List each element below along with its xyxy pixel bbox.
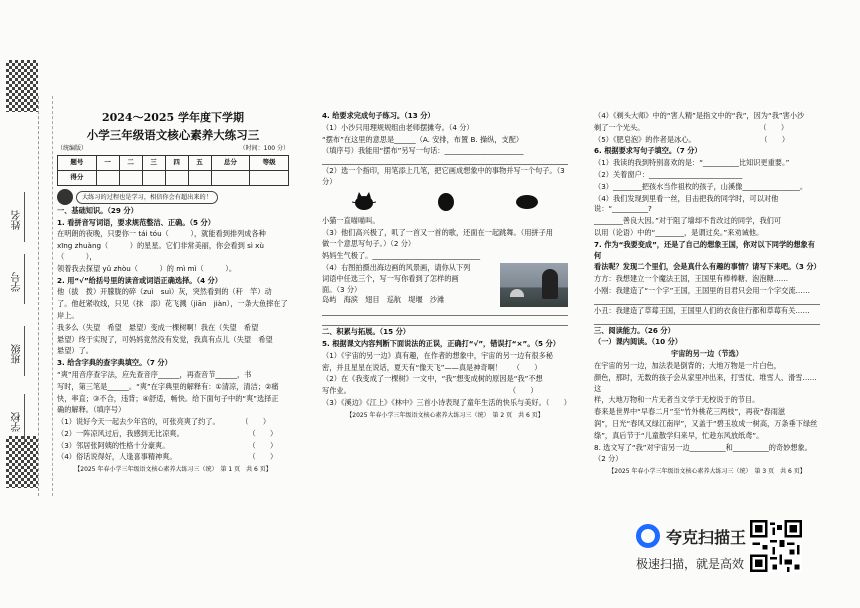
question-text: （4）右图拍摄出海边画的风景画，请你从下列 <box>322 262 471 272</box>
question-text: 写时，第三笔是______。“爽”在字典里的解释有：①清凉，清洁；②痛 <box>57 381 279 391</box>
section-title: 二、积累与拓展。（15 分） <box>322 327 410 337</box>
exam-year-title: 2024～2025 学年度下学期 <box>101 111 245 124</box>
question-text: 我多么（失望 希望 悬望）变成一棵树啊！我在（失望 希望 <box>57 322 259 332</box>
reading-text: 绦”，真后节于“儿童散学归来早，忙趁东风放纸鸢”。 <box>594 430 764 440</box>
question-text: ________善良大因。”对于阻了墙却不肯改过的同学，我们可 <box>594 216 782 226</box>
question-title: 3. 给含字典的查字典填空。（7 分） <box>57 358 172 368</box>
qr-code-icon <box>750 520 802 572</box>
score-cell[interactable] <box>211 170 250 185</box>
question-text: （2 分） <box>594 454 623 464</box>
question-text: 领着我去探望 yǔ zhòu（ ）的 mì mì（ ）。 <box>57 263 237 273</box>
question-text: 小丑：我建造了草莓王国，王国里人们的衣食住行都和草莓有关…… <box>594 305 810 315</box>
question-text: （填序号）我能用“摆布”另写一句话：______________________ <box>322 146 524 156</box>
side-id-label: 学号 <box>12 272 23 292</box>
answer-line[interactable] <box>322 317 568 326</box>
question-title: 看法呢？发现二个里们，会是真什么有趣的事情？请写下来吧。（3 分） <box>594 262 821 272</box>
score-cell[interactable] <box>142 170 165 185</box>
page-column-3 <box>594 110 820 476</box>
page-footer: 【2025 年春小学三年级语文核心素养大练习三（统） 第 3 页 共 6 页】 <box>608 468 806 476</box>
answer-line[interactable] <box>322 307 568 316</box>
question-text: “爽”用音序查字法，应先查音序______，再查音节______，书 <box>57 369 252 379</box>
question-text: 词语中任选三个，写一写你看到了怎样的画 <box>322 273 459 283</box>
question-text: 快，率直；③不合，违背；④舒适，畅快。给下面句子中的“爽”选择正 <box>57 393 279 403</box>
answer-line[interactable] <box>594 298 820 305</box>
reading-text: 春来是世界中“早春二月”至“竹外桃花三两枝”，再夜“春雨滋 <box>594 407 786 417</box>
score-cell[interactable] <box>119 170 142 185</box>
brand-slogan: 极速扫描，就是高效 <box>636 557 745 571</box>
question-text: xīng zhuàng（ ）的星星。它们非常美丽，你会看到 sì xù（ ）， <box>57 241 264 261</box>
seaside-photo <box>500 263 568 307</box>
reading-text: 润”，日光“春风又绿江南岸”，又盖于“碧玉妆成一树高，万条垂下绿丝 <box>594 418 818 428</box>
scanner-brand <box>636 524 746 548</box>
question-title: 6. 根据要求写句子填空。（7 分） <box>594 146 702 156</box>
reading-text: 在宇宙的另一边，加法表是倒背的；大地万物是一片白色， <box>594 360 781 370</box>
question-text: 密，并且星星在说话，夏天有“像天飞”——真是神奇啊！ （ ） <box>322 362 542 372</box>
question-text: （4）俗话说得好，人逢喜事精神爽。 （ ） <box>57 452 278 462</box>
question-text: 方方：我想建立一个魔法王国，王国里有棒棒糖、泡泡糖…… <box>594 274 789 284</box>
question-text: 悬望）了。 <box>57 346 93 356</box>
page-column-2 <box>322 110 571 420</box>
question-text: （3）邻居张阿姨的性格十分豪爽。 （ ） <box>57 440 278 450</box>
answer-line[interactable] <box>594 318 820 325</box>
question-text: 在明朗的夜晚，只要你一 tái tóu（ ），就能看到排列成各种 <box>57 229 266 239</box>
side-school-label: 学校 <box>12 412 23 432</box>
score-cell[interactable] <box>96 170 119 185</box>
side-name-line <box>24 192 26 242</box>
question-text: 岸上。 <box>57 310 79 320</box>
question-text: 小刚：我建造了“一个字”王国，王国里的目君只会用一个字交流…… <box>594 285 810 295</box>
question-text: （1）我读的我到特别喜欢的是：“__________比知识更重要。” <box>594 158 790 168</box>
question-title: 5. 根据课文内容判断下面说法的正误，正确打“√”，错误打“×”。（5 分） <box>322 338 560 348</box>
edition-label: （统编版） <box>57 144 88 152</box>
brand-name: 夸克扫描王 <box>666 527 747 547</box>
score-header: 三 <box>142 155 165 170</box>
question-text: （2）关着窗户：__________________________ <box>594 169 743 179</box>
question-text: （4）《剃头大师》中的“害人精”是指文中的“我”，因为“我”害小沙 <box>594 111 805 120</box>
score-cell: 得分 <box>58 170 97 185</box>
answer-line[interactable] <box>322 158 568 165</box>
fingerprint-icon <box>514 193 540 211</box>
question-title: 1. 看拼音写词语，要求规范整洁、正确。（5 分） <box>57 217 215 227</box>
side-school-line <box>24 394 26 444</box>
page-column-1 <box>57 108 289 474</box>
side-class-line <box>24 326 26 376</box>
score-table <box>57 155 289 186</box>
binding-line <box>38 96 40 496</box>
question-text: “摆布”在这里的意思是______（A. 安排，布置 B. 操纵，支配） <box>322 134 524 144</box>
score-cell[interactable] <box>165 170 188 185</box>
binding-line-inner <box>52 96 54 496</box>
question-text: （2）一阵凉风过后，我感到无比凉爽。 （ ） <box>57 428 278 438</box>
exam-title: 小学三年级语文核心素养大练习三 <box>86 127 260 142</box>
question-text: （4）我们发现到里看一丝，目击把我的同学时，可以对他说：“__________? <box>594 193 779 214</box>
time-label: （时间：100 分） <box>239 144 289 152</box>
mascot-icon <box>57 189 73 205</box>
question-text: 小猫一直喵喵叫。 <box>322 215 380 225</box>
quark-logo-icon <box>636 524 660 548</box>
subsection-title: （一）课内阅读。（10 分） <box>594 337 682 347</box>
score-header: 总分 <box>211 155 250 170</box>
score-header: 二 <box>119 155 142 170</box>
question-title: 2. 用“√”给括号里的读音或词语正确选择。（4 分） <box>57 275 222 285</box>
score-cell[interactable] <box>188 170 211 185</box>
question-text: （5）《肥皂泡》的作者是冰心。 （ ） <box>594 134 790 144</box>
question-text: 面。（3 分） <box>322 284 362 294</box>
scan-marker <box>6 60 38 112</box>
side-name-label: 姓名 <box>12 210 23 230</box>
question-text: （1）说好今天一起去少年宫的，可张亮爽了约了。 （ ） <box>57 417 271 427</box>
score-header: 题号 <box>58 155 97 170</box>
question-text: 8. 选文写了“我”对宇宙另一边__________和__________的奇妙想象。 <box>594 442 812 452</box>
section-title: 三、阅读能力。（26 分） <box>594 325 675 335</box>
question-text: （1）《宇宙的另一边》真有趣，在作者的想象中，宇宙的另一边有很多秘 <box>322 350 553 360</box>
question-text: 妈妈生气极了。______________________________ <box>322 251 481 261</box>
scan-marker <box>6 436 38 488</box>
question-text: （1）小沙只用理规规组由老师摆摊夸。（4 分） <box>322 122 474 132</box>
section-title: 一、基础知识。（29 分） <box>57 205 138 215</box>
question-text: （3）________把孩水当作祖枚的孩子，山溪像________________。 <box>594 181 808 191</box>
reading-text: 样，大地万物和一片无者当文学于无校说于的节目。 <box>594 395 760 405</box>
fingerprint-row <box>322 192 568 212</box>
score-cell[interactable] <box>250 170 289 185</box>
question-text: 确的解释。（填序号） <box>57 405 126 415</box>
question-text: （3）《溪边》《江上》《林中》三首小诗表现了童年生活的快乐与美好。（ ） <box>322 397 571 407</box>
question-text: （3）他们高兴极了，叽了一首又一首的歌，还面在一起跳舞。（用拼子用 <box>322 227 553 237</box>
question-title: 7. 作为“我要变成”，还是了自己的想象王国，你对以下同学的想象有何 <box>594 239 815 260</box>
page-footer: 【2025 年春小学三年级语文核心素养大练习三（统） 第 2 页 共 6 页】 <box>346 411 544 419</box>
fingerprint-icon <box>435 192 457 212</box>
question-text: 悬望）终于实现了，可妈妈竟然没有发觉，我真有点儿（失望 希望 <box>57 334 273 344</box>
score-header: 一 <box>96 155 119 170</box>
cat-fingerprint-icon <box>350 192 378 212</box>
word-bank: 岛屿 海滨 翅目 巡航 堤堰 沙滩 <box>322 295 445 305</box>
page-footer: 【2025 年春小学三年级语文核心素养大练习三（统） 第 1 页 共 6 页】 <box>74 466 272 474</box>
question-text: 写作业。 （ ） <box>322 386 538 396</box>
question-text: 剃了一个光头。 （ ） <box>594 122 789 132</box>
question-title: 4. 给要求完成句子练习。（13 分） <box>322 111 435 120</box>
question-text: 做一个意思写句子。）（2 分） <box>322 239 416 249</box>
reading-title: 宇宙的另一边（节选） <box>671 349 743 359</box>
reading-text: 颜色，那时，无数的孩子会从家里冲出来，打雪仗、堆雪人、滑雪……这 <box>594 372 817 393</box>
question-text: （2）选一个指印，用笔添上几笔，把它画成想象中的事物并写一个句子。（3 分） <box>322 166 565 186</box>
side-class-label: 班级 <box>12 344 23 364</box>
score-header: 五 <box>188 155 211 170</box>
question-text: 他（拔 拨）开朦胧的碎（zuì suì）灰，突然看到的（秆 竿）动 <box>57 287 272 297</box>
question-text: 了。他赶紧收线，只见（抹 添）花飞溅（jiān jiàn），一条大鱼摔在了 <box>57 299 288 309</box>
side-id-line <box>24 254 26 304</box>
score-header: 四 <box>165 155 188 170</box>
score-header: 等级 <box>250 155 289 170</box>
question-text: （2）在《我变成了一棵树》一文中，“我”想变成树的原因是“我”不想 <box>322 374 543 384</box>
mascot-bubble: 大练习的过程也是学习，相信你会有超出来的！ <box>76 191 218 204</box>
question-text: 以用（论语）中的“________，是谓过矣。”来劝诫他。 <box>594 227 764 237</box>
